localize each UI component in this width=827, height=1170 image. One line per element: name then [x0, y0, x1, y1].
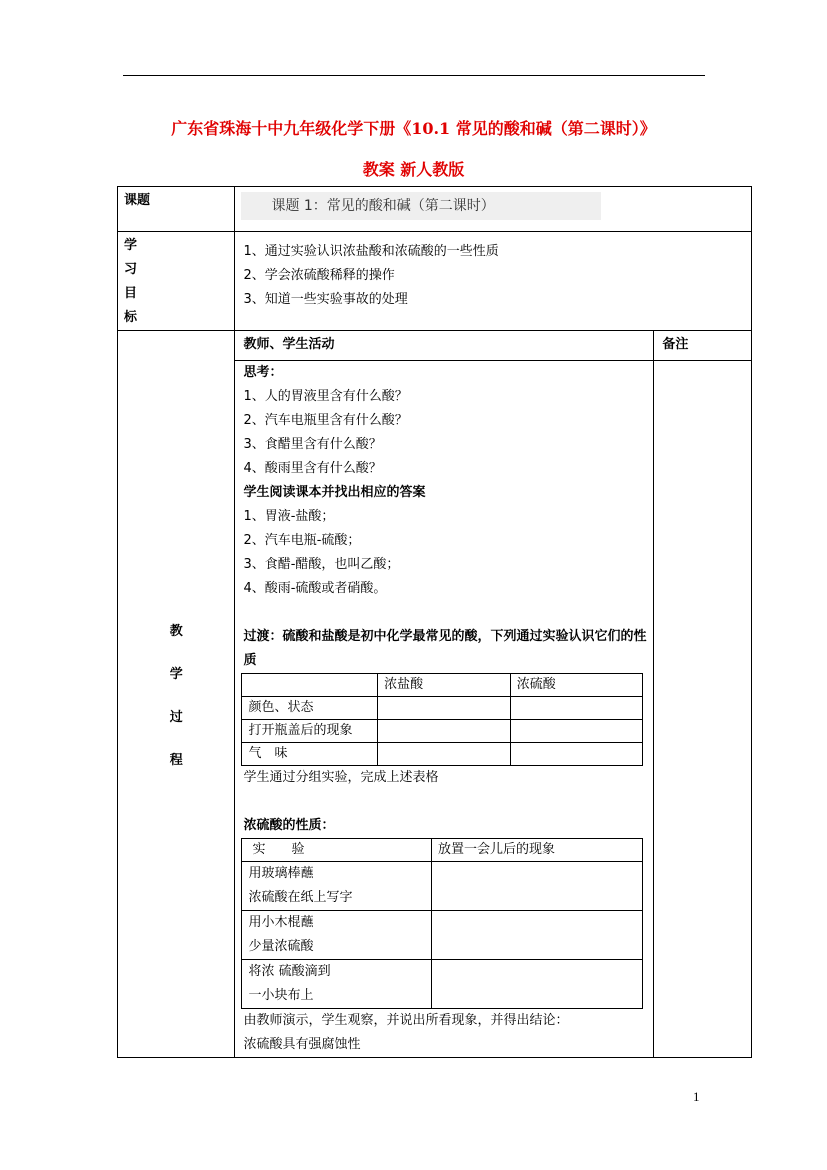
goals-row [118, 232, 752, 331]
answer-item: 1、胃液-盐酸； [243, 509, 335, 524]
activities-header: 教师、学生活动 [235, 331, 654, 361]
question-item: 1、人的胃液里含有什么酸？ [243, 389, 408, 404]
compare-row-label: 颜色、状态 [242, 697, 378, 720]
compare-header [242, 674, 378, 697]
experiment-step [242, 960, 432, 1009]
document-title-line-1: 广东省珠海十中九年级化学下册《10.1 常见的酸和碱（第二课时）》 [171, 119, 656, 138]
experiment-header: 实 验 [242, 839, 432, 862]
experiment-step-line: 将浓 硫酸滴到 [248, 964, 331, 979]
experiment-step-line: 用玻璃棒蘸 [248, 866, 314, 881]
notes-cell [654, 361, 752, 1058]
goals-label-char: 学 [124, 238, 138, 253]
compare-cell [378, 743, 511, 766]
answers-heading: 学生阅读课本并找出相应的答案 [243, 485, 426, 500]
answer-item: 2、汽车电瓶-硫酸； [243, 533, 361, 548]
goals-label-char: 标 [124, 310, 138, 325]
process-label-char: 学 [169, 667, 183, 682]
notes-header: 备注 [654, 331, 752, 361]
experiment-table [241, 838, 643, 1009]
process-label-char: 程 [169, 753, 183, 768]
question-item: 2、汽车电瓶里含有什么酸？ [243, 413, 408, 428]
compare-row-label: 气 味 [242, 743, 378, 766]
experiment-step [242, 862, 432, 911]
process-header-row [118, 331, 752, 361]
conclusion-text: 浓硫酸具有强腐蚀性 [243, 1037, 361, 1052]
sulfuric-heading: 浓硫酸的性质： [243, 818, 335, 833]
compare-cell [510, 697, 643, 720]
transition-text: 过渡：硫酸和盐酸是初中化学最常见的酸，下列通过实验认识它们的性质 [243, 629, 647, 668]
think-heading: 思考： [243, 365, 283, 380]
experiment-result-cell [432, 960, 643, 1009]
question-item: 4、酸雨里含有什么酸？ [243, 461, 382, 476]
topic-cell [235, 187, 752, 232]
experiment-step-line: 一小块布上 [248, 988, 314, 1003]
answer-item: 3、食醋-醋酸，也叫乙酸； [243, 557, 400, 572]
activities-cell [235, 361, 654, 1058]
compare-cell [510, 743, 643, 766]
process-label-char: 教 [169, 624, 183, 639]
document-title-line-2: 教案 新人教版 [362, 160, 465, 179]
question-item: 3、食醋里含有什么酸？ [243, 437, 382, 452]
experiment-result-cell [432, 911, 643, 960]
experiment-step [242, 911, 432, 960]
topic-row [118, 187, 752, 232]
experiment-step-line: 少量浓硫酸 [248, 939, 314, 954]
page-number: 1 [693, 1089, 700, 1104]
compare-cell [378, 720, 511, 743]
goal-item: 1、通过实验认识浓盐酸和浓硫酸的一些性质 [243, 244, 499, 259]
process-label-char: 过 [169, 710, 183, 725]
goals-label [118, 232, 235, 331]
compare-cell [378, 697, 511, 720]
experiment-result-cell [432, 862, 643, 911]
lesson-plan-table [117, 186, 752, 1058]
goals-label-char: 目 [124, 286, 138, 301]
topic-label: 课题 [118, 187, 235, 232]
goals-cell [235, 232, 752, 331]
experiment-step-line: 浓硫酸在纸上写字 [248, 890, 353, 905]
goal-item: 3、知道一些实验事故的处理 [243, 292, 408, 307]
compare-header: 浓硫酸 [510, 674, 643, 697]
experiment-header: 放置一会儿后的现象 [432, 839, 643, 862]
demo-note: 由教师演示，学生观察，并说出所看现象，并得出结论： [243, 1013, 569, 1028]
experiment-step-line: 用小木棍蘸 [248, 915, 314, 930]
goals-label-char: 习 [124, 262, 138, 277]
compare-row-label: 打开瓶盖后的现象 [242, 720, 378, 743]
compare-table [241, 673, 643, 766]
topic-value: 课题 1：常见的酸和碱（第二课时） [241, 192, 601, 220]
process-label [118, 331, 235, 1058]
compare-note: 学生通过分组实验，完成上述表格 [243, 770, 439, 785]
compare-header: 浓盐酸 [378, 674, 511, 697]
answer-item: 4、酸雨-硫酸或者硝酸。 [243, 581, 387, 596]
goal-item: 2、学会浓硫酸稀释的操作 [243, 268, 395, 283]
compare-cell [510, 720, 643, 743]
header-rule [123, 75, 705, 76]
